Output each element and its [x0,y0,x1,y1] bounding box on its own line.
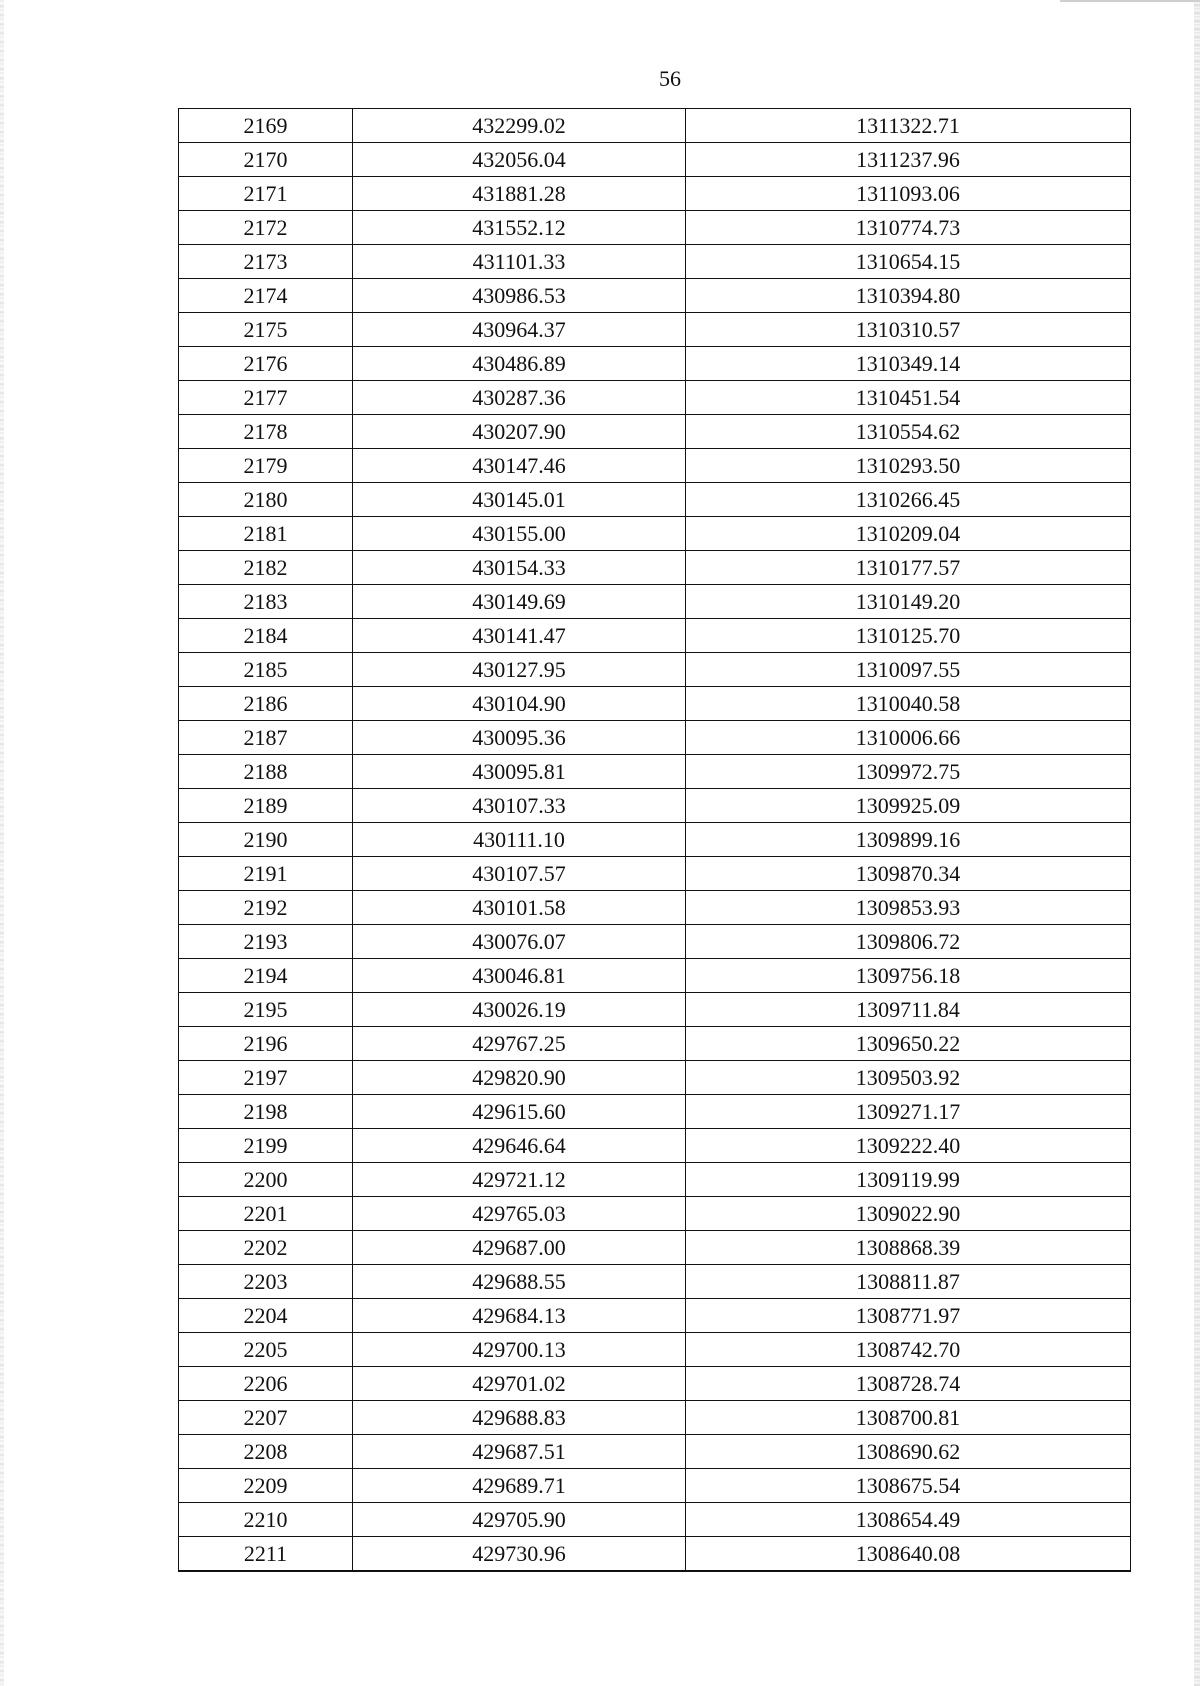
x-coordinate-cell: 431552.12 [353,211,686,245]
coordinate-table [178,108,1131,1572]
x-coordinate-cell: 430107.57 [353,857,686,891]
table-row [179,347,1131,381]
x-coordinate-cell: 430101.58 [353,891,686,925]
x-coordinate-cell: 431881.28 [353,177,686,211]
y-coordinate-cell: 1310654.15 [686,245,1131,279]
y-coordinate-cell: 1311322.71 [686,109,1131,143]
point-number-cell: 2184 [179,619,353,653]
point-number-cell: 2196 [179,1027,353,1061]
y-coordinate-cell: 1309503.92 [686,1061,1131,1095]
point-number-cell: 2183 [179,585,353,619]
point-number-cell: 2205 [179,1333,353,1367]
y-coordinate-cell: 1309271.17 [686,1095,1131,1129]
point-number-cell: 2203 [179,1265,353,1299]
y-coordinate-cell: 1309853.93 [686,891,1131,925]
y-coordinate-cell: 1308868.39 [686,1231,1131,1265]
x-coordinate-cell: 429820.90 [353,1061,686,1095]
table-row [179,551,1131,585]
point-number-cell: 2175 [179,313,353,347]
table-row [179,381,1131,415]
table-row [179,245,1131,279]
point-number-cell: 2194 [179,959,353,993]
x-coordinate-cell: 430149.69 [353,585,686,619]
point-number-cell: 2207 [179,1401,353,1435]
x-coordinate-cell: 431101.33 [353,245,686,279]
page-number: 56 [659,66,681,91]
table-row [179,789,1131,823]
point-number-cell: 2201 [179,1197,353,1231]
x-coordinate-cell: 430111.10 [353,823,686,857]
x-coordinate-cell: 430486.89 [353,347,686,381]
x-coordinate-cell: 429688.83 [353,1401,686,1435]
x-coordinate-cell: 429765.03 [353,1197,686,1231]
point-number-cell: 2172 [179,211,353,245]
table-row [179,619,1131,653]
table-row [179,449,1131,483]
table-row [179,585,1131,619]
point-number-cell: 2188 [179,755,353,789]
y-coordinate-cell: 1310125.70 [686,619,1131,653]
y-coordinate-cell: 1310554.62 [686,415,1131,449]
table-row [179,1401,1131,1435]
table-row [179,313,1131,347]
point-number-cell: 2208 [179,1435,353,1469]
x-coordinate-cell: 432056.04 [353,143,686,177]
point-number-cell: 2210 [179,1503,353,1537]
y-coordinate-cell: 1310293.50 [686,449,1131,483]
x-coordinate-cell: 430145.01 [353,483,686,517]
y-coordinate-cell: 1309756.18 [686,959,1131,993]
table-row [179,721,1131,755]
point-number-cell: 2187 [179,721,353,755]
y-coordinate-cell: 1309222.40 [686,1129,1131,1163]
y-coordinate-cell: 1309899.16 [686,823,1131,857]
y-coordinate-cell: 1310006.66 [686,721,1131,755]
y-coordinate-cell: 1308640.08 [686,1537,1131,1572]
scan-edge-right [1194,0,1200,1686]
y-coordinate-cell: 1308728.74 [686,1367,1131,1401]
point-number-cell: 2176 [179,347,353,381]
table-row [179,1333,1131,1367]
point-number-cell: 2169 [179,109,353,143]
y-coordinate-cell: 1309806.72 [686,925,1131,959]
x-coordinate-cell: 429684.13 [353,1299,686,1333]
x-coordinate-cell: 430107.33 [353,789,686,823]
table-row [179,993,1131,1027]
point-number-cell: 2189 [179,789,353,823]
point-number-cell: 2204 [179,1299,353,1333]
y-coordinate-cell: 1309022.90 [686,1197,1131,1231]
x-coordinate-cell: 429730.96 [353,1537,686,1572]
x-coordinate-cell: 429689.71 [353,1469,686,1503]
x-coordinate-cell: 430095.81 [353,755,686,789]
y-coordinate-cell: 1309119.99 [686,1163,1131,1197]
point-number-cell: 2179 [179,449,353,483]
point-number-cell: 2174 [179,279,353,313]
x-coordinate-cell: 430127.95 [353,653,686,687]
x-coordinate-cell: 429721.12 [353,1163,686,1197]
point-number-cell: 2193 [179,925,353,959]
y-coordinate-cell: 1308654.49 [686,1503,1131,1537]
y-coordinate-cell: 1310774.73 [686,211,1131,245]
y-coordinate-cell: 1310394.80 [686,279,1131,313]
x-coordinate-cell: 429705.90 [353,1503,686,1537]
x-coordinate-cell: 430095.36 [353,721,686,755]
table-row [179,687,1131,721]
table-row [179,279,1131,313]
table-row [179,415,1131,449]
x-coordinate-cell: 430147.46 [353,449,686,483]
y-coordinate-cell: 1310177.57 [686,551,1131,585]
point-number-cell: 2202 [179,1231,353,1265]
point-number-cell: 2191 [179,857,353,891]
x-coordinate-cell: 430287.36 [353,381,686,415]
x-coordinate-cell: 430026.19 [353,993,686,1027]
y-coordinate-cell: 1310266.45 [686,483,1131,517]
point-number-cell: 2206 [179,1367,353,1401]
x-coordinate-cell: 430076.07 [353,925,686,959]
table-row [179,483,1131,517]
point-number-cell: 2211 [179,1537,353,1572]
table-row [179,517,1131,551]
table-row [179,143,1131,177]
x-coordinate-cell: 429646.64 [353,1129,686,1163]
y-coordinate-cell: 1310209.04 [686,517,1131,551]
x-coordinate-cell: 429688.55 [353,1265,686,1299]
x-coordinate-cell: 430207.90 [353,415,686,449]
y-coordinate-cell: 1308690.62 [686,1435,1131,1469]
scan-artifact-line [1060,0,1200,2]
point-number-cell: 2197 [179,1061,353,1095]
table-row [179,211,1131,245]
y-coordinate-cell: 1310149.20 [686,585,1131,619]
table-row [179,653,1131,687]
point-number-cell: 2178 [179,415,353,449]
y-coordinate-cell: 1308811.87 [686,1265,1131,1299]
x-coordinate-cell: 430141.47 [353,619,686,653]
y-coordinate-cell: 1310349.14 [686,347,1131,381]
table-row [179,823,1131,857]
point-number-cell: 2200 [179,1163,353,1197]
x-coordinate-cell: 429701.02 [353,1367,686,1401]
table-row [179,891,1131,925]
point-number-cell: 2198 [179,1095,353,1129]
y-coordinate-cell: 1309650.22 [686,1027,1131,1061]
y-coordinate-cell: 1308771.97 [686,1299,1131,1333]
y-coordinate-cell: 1309925.09 [686,789,1131,823]
y-coordinate-cell: 1308700.81 [686,1401,1131,1435]
y-coordinate-cell: 1308742.70 [686,1333,1131,1367]
table-row [179,109,1131,143]
point-number-cell: 2190 [179,823,353,857]
point-number-cell: 2171 [179,177,353,211]
table-row [179,755,1131,789]
y-coordinate-cell: 1310310.57 [686,313,1131,347]
x-coordinate-cell: 429687.00 [353,1231,686,1265]
table-row [179,1095,1131,1129]
y-coordinate-cell: 1310451.54 [686,381,1131,415]
y-coordinate-cell: 1308675.54 [686,1469,1131,1503]
point-number-cell: 2182 [179,551,353,585]
x-coordinate-cell: 430986.53 [353,279,686,313]
table-row [179,1367,1131,1401]
scan-edge-left [0,0,4,1686]
x-coordinate-cell: 430964.37 [353,313,686,347]
point-number-cell: 2199 [179,1129,353,1163]
coordinate-table-body [179,109,1131,1572]
point-number-cell: 2186 [179,687,353,721]
point-number-cell: 2181 [179,517,353,551]
x-coordinate-cell: 430046.81 [353,959,686,993]
x-coordinate-cell: 430154.33 [353,551,686,585]
x-coordinate-cell: 430155.00 [353,517,686,551]
x-coordinate-cell: 429615.60 [353,1095,686,1129]
point-number-cell: 2173 [179,245,353,279]
table-row [179,1537,1131,1572]
table-row [179,1163,1131,1197]
y-coordinate-cell: 1310040.58 [686,687,1131,721]
point-number-cell: 2192 [179,891,353,925]
table-row [179,925,1131,959]
table-row [179,1503,1131,1537]
point-number-cell: 2170 [179,143,353,177]
table-row [179,1027,1131,1061]
table-row [179,1469,1131,1503]
y-coordinate-cell: 1309870.34 [686,857,1131,891]
y-coordinate-cell: 1311093.06 [686,177,1131,211]
point-number-cell: 2195 [179,993,353,1027]
table-row [179,857,1131,891]
y-coordinate-cell: 1309711.84 [686,993,1131,1027]
table-row [179,1265,1131,1299]
point-number-cell: 2177 [179,381,353,415]
point-number-cell: 2209 [179,1469,353,1503]
table-row [179,1061,1131,1095]
x-coordinate-cell: 432299.02 [353,109,686,143]
x-coordinate-cell: 429767.25 [353,1027,686,1061]
table-row [179,1231,1131,1265]
table-row [179,959,1131,993]
table-row [179,1435,1131,1469]
table-row [179,1299,1131,1333]
y-coordinate-cell: 1310097.55 [686,653,1131,687]
table-row [179,1197,1131,1231]
y-coordinate-cell: 1309972.75 [686,755,1131,789]
point-number-cell: 2185 [179,653,353,687]
x-coordinate-cell: 429687.51 [353,1435,686,1469]
point-number-cell: 2180 [179,483,353,517]
table-row [179,1129,1131,1163]
x-coordinate-cell: 430104.90 [353,687,686,721]
x-coordinate-cell: 429700.13 [353,1333,686,1367]
y-coordinate-cell: 1311237.96 [686,143,1131,177]
table-row [179,177,1131,211]
